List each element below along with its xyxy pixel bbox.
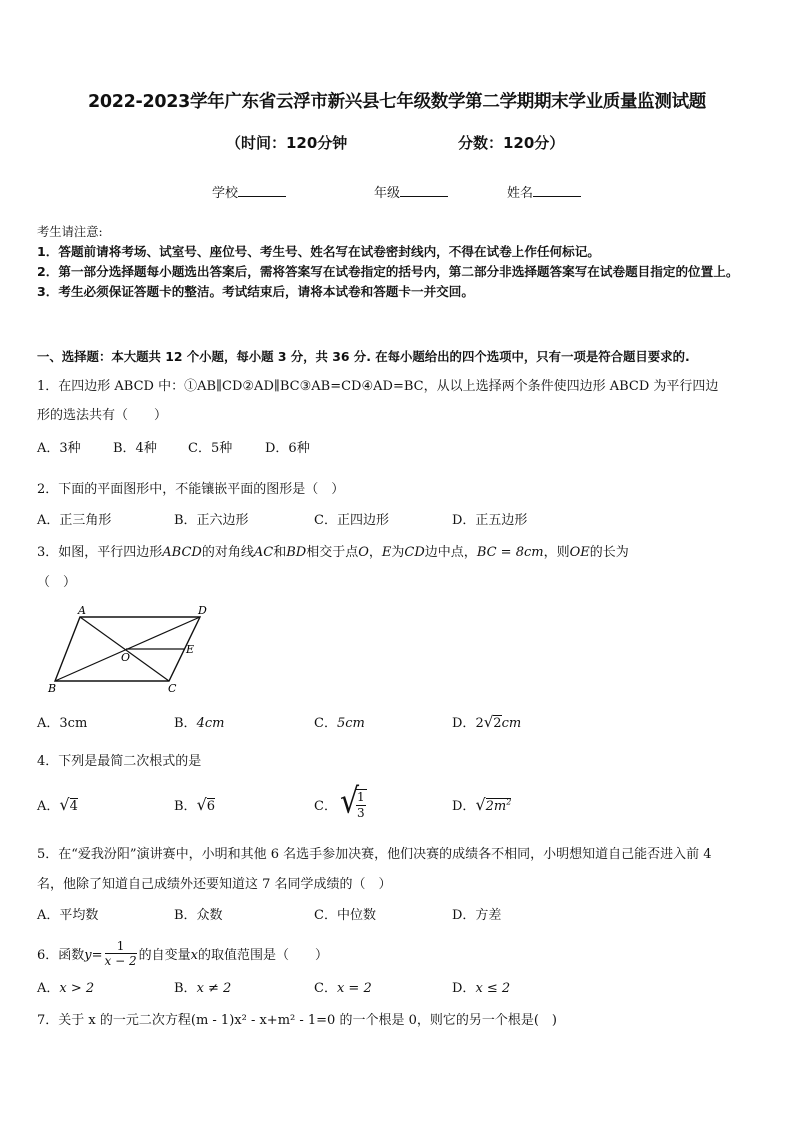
q4-option-d-exponent: 2 (506, 797, 512, 807)
sqrt-sign-icon: √ (475, 795, 486, 814)
q3-option-d-label: D． (452, 716, 476, 731)
q3-cd: CD (404, 545, 425, 560)
label-d: D (198, 604, 207, 617)
q6-option-a-value: x > 2 (59, 981, 95, 996)
q5-stem: 5．在“爱我汾阳”演讲赛中，小明和其他 6 名选手参加决赛，他们决赛的成绩各不相同，小明想知道自己能否进入前 4 (37, 847, 712, 862)
parallelogram-figure (44, 603, 219, 695)
sqrt-sign-icon: √ (59, 795, 70, 814)
q3-e: E (381, 545, 392, 560)
q5-option-a: A．平均数 (37, 908, 99, 923)
exam-score: 分数：120分） (458, 134, 565, 152)
q6-option-a-label: A． (37, 981, 60, 996)
q6-numerator: 1 (105, 939, 137, 954)
q3-option-d-radicand: 2 (493, 716, 502, 731)
notice-item: 2．第一部分选择题每小题选出答案后，需将答案写在试卷指定的括号内，第二部分非选择题答案写在试卷题目指定的位置上。 (37, 264, 739, 279)
q2-option-b: B．正六边形 (174, 513, 249, 528)
q6-text: 6．函数 (37, 948, 85, 963)
q4-option-c-denominator: 3 (357, 806, 365, 820)
q2-option-c: C．正四边形 (314, 513, 389, 528)
q4-option-d-radicand (486, 798, 512, 814)
q6-option-d-value: x ≤ 2 (475, 981, 511, 996)
q6-option-b (174, 977, 231, 996)
q4-stem: 4．下列是最简二次根式的是 (37, 754, 202, 769)
q3-o: O (358, 545, 369, 560)
q6-denominator: x − 2 (104, 954, 137, 968)
q3-text: 为 (391, 545, 405, 560)
q4-option-d-label: D． (452, 799, 476, 814)
q3-bd: BD (286, 545, 307, 560)
q6-option-b-value: x ≠ 2 (196, 981, 232, 996)
q5-option-b: B．众数 (174, 908, 223, 923)
notice-heading: 考生请注意: (37, 225, 103, 239)
q3-option-c (314, 712, 365, 731)
section-heading: 一、选择题：本大题共 12 个小题，每小题 3 分，共 36 分. 在每小题给出的四个选项中，只有一项是符合题目要求的. (37, 349, 690, 364)
q5-option-c: C．中位数 (314, 908, 376, 923)
label-o: O (121, 651, 131, 664)
q6-text: 的自变量 (138, 948, 191, 963)
q6-y: y (84, 948, 92, 963)
q6-equals: = (91, 948, 103, 963)
grade-label: 年级 (374, 186, 401, 201)
q3-text: 边中点， (424, 545, 477, 560)
q3-option-d-coef: 2 (475, 716, 484, 731)
q3-paren: （ ） (37, 575, 77, 590)
q6-option-d (452, 977, 510, 996)
label-a: A (78, 604, 86, 617)
q4-option-a-radicand: 4 (69, 799, 78, 814)
q1-option-c: C．5种 (188, 441, 233, 456)
school-label: 学校 (212, 186, 239, 201)
q6-fraction (105, 939, 137, 968)
q3-text: ， (368, 545, 382, 560)
grade-blank (400, 184, 448, 197)
q1-option-d: D．6种 (265, 441, 310, 456)
q3-text: ，则 (543, 545, 570, 560)
q4-option-d (452, 795, 511, 814)
q3-text: 的长为 (589, 545, 629, 560)
q4-option-a (37, 795, 78, 814)
notice-item: 3．考生必须保证答题卡的整洁。考试结束后，请将本试卷和答题卡一并交回。 (37, 284, 474, 299)
q4-option-d-base: 2m (485, 799, 507, 814)
exam-time: （时间：120分钟 (226, 134, 348, 152)
q3-bc-eq: BC = 8cm (476, 545, 544, 560)
q6-text: 的取值范围是（ ） (198, 948, 329, 963)
q2-option-d: D．正五边形 (452, 513, 528, 528)
q3-option-b-value: 4cm (196, 716, 225, 731)
q3-text: 相交于点 (306, 545, 359, 560)
name-field (507, 182, 581, 201)
q3-oe: OE (569, 545, 590, 560)
q3-option-a: A．3cm (37, 716, 88, 731)
q4-option-b (174, 795, 215, 814)
label-b: B (48, 682, 57, 695)
q4-option-c-radical (340, 783, 364, 827)
page-title: 2022-2023学年广东省云浮市新兴县七年级数学第二学期期末学业质量监测试题 (88, 92, 706, 112)
sqrt-sign-icon: √ (196, 795, 207, 814)
q4-option-a-label: A． (37, 799, 60, 814)
q4-option-c-label: C． (314, 799, 337, 814)
q1-stem-cont: 形的选法共有（ ） (37, 408, 168, 423)
q6-option-c-label: C． (314, 981, 337, 996)
name-blank (533, 184, 581, 197)
notice-item: 1．答题前请将考场、试室号、座位号、考生号、姓名写在试卷密封线内，不得在试卷上作任何标记。 (37, 244, 600, 259)
q3-option-d-unit: cm (501, 716, 522, 731)
q3-option-b (174, 712, 224, 731)
school-blank (238, 184, 286, 197)
q3-option-c-value: 5cm (336, 716, 365, 731)
q5-option-d: D．方差 (452, 908, 502, 923)
school-field (212, 182, 286, 201)
q6-option-c (314, 977, 372, 996)
q6-option-c-value: x = 2 (336, 981, 372, 996)
q2-stem: 2．下面的平面图形中，不能镶嵌平面的图形是（ ） (37, 482, 345, 497)
q4-option-c (314, 795, 337, 814)
q6-x: x (190, 948, 198, 963)
q3-option-d (452, 712, 521, 731)
q6-option-a (37, 977, 94, 996)
q3-abcd: ABCD (162, 545, 202, 560)
q6-stem (37, 941, 328, 970)
q3-text: 和 (273, 545, 287, 560)
label-c: C (168, 682, 177, 695)
q6-option-d-label: D． (452, 981, 476, 996)
name-label: 姓名 (507, 186, 534, 201)
q5-stem-cont: 名，他除了知道自己成绩外还要知道这 7 名同学成绩的（ ） (37, 877, 392, 892)
q1-stem: 1．在四边形 ABCD 中：①AB∥CD②AD∥BC③AB=CD④AD=BC，从以上选择两个条件使四边形 ABCD 为平行四边 (37, 379, 719, 394)
q6-option-b-label: B． (174, 981, 197, 996)
q3-option-b-label: B． (174, 716, 197, 731)
grade-field (374, 182, 448, 201)
sqrt-sign-icon: √ (340, 781, 360, 822)
q3-ac: AC (253, 545, 274, 560)
q1-option-b: B．4种 (113, 441, 157, 456)
q4-option-b-radicand: 6 (206, 799, 216, 814)
q3-stem (37, 541, 629, 560)
q1-option-a: A．3种 (37, 441, 81, 456)
q7-stem: 7．关于 x 的一元二次方程(m - 1)x² - x+m² - 1=0 的一个根是 0，则它的另一个根是( ) (37, 1013, 558, 1028)
q2-option-a: A．正三角形 (37, 513, 112, 528)
q4-option-b-label: B． (174, 799, 197, 814)
q3-text: 的对角线 (201, 545, 254, 560)
label-e: E (186, 643, 195, 656)
q3-option-c-label: C． (314, 716, 337, 731)
q4-option-c-numerator: 1 (357, 790, 365, 804)
q3-text: 3．如图，平行四边形 (37, 545, 163, 560)
notice-block (37, 222, 762, 302)
sqrt-sign-icon: √ (483, 713, 494, 731)
